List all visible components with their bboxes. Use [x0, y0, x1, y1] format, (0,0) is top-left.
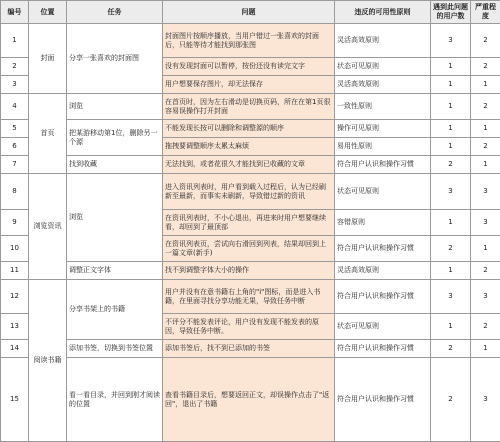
header-task: 任务: [67, 1, 163, 24]
row-number: 5: [1, 120, 29, 138]
row-number: 14: [1, 340, 29, 358]
principle-cell: 灵活高效原则: [335, 76, 431, 94]
principle-cell: 操作可见原则: [335, 120, 431, 138]
table-row: [1, 156, 500, 174]
table-row: [1, 174, 500, 210]
problem-cell: 添加书签后，找不到已添加的书签: [163, 340, 335, 358]
header-severity: 严重程度: [471, 1, 500, 24]
row-number: 11: [1, 262, 29, 280]
user-count-cell: 2: [431, 156, 471, 174]
problem-cell: 用户想要保存图片，却无法保存: [163, 76, 335, 94]
user-count-cell: 3: [431, 280, 471, 314]
table-row: [1, 358, 500, 442]
row-number: 9: [1, 210, 29, 236]
principle-cell: 容错原则: [335, 210, 431, 236]
table-row: [1, 94, 500, 120]
problem-cell: 用户并没有在意书籍右上角的"i"图标，而是进入书籍，在里面寻找分享功能无果，导致任务中断: [163, 280, 335, 314]
row-number: 1: [1, 24, 29, 58]
severity-cell: 3: [471, 358, 500, 442]
principle-cell: 符合用户认识和操作习惯: [335, 236, 431, 262]
user-count-cell: 2: [431, 340, 471, 358]
principle-cell: 符合用户认识和操作习惯: [335, 340, 431, 358]
principle-cell: 灵活高效原则: [335, 24, 431, 58]
problem-cell: 进入资讯列表时，用户看到载入过程后，认为已经刷新至最新，而事实未刷新，导致错过新的资讯: [163, 174, 335, 210]
task-cell: 分享一张喜欢的封面图: [67, 24, 163, 94]
problem-cell: 找不到调整字体大小的操作: [163, 262, 335, 280]
row-number: 15: [1, 358, 29, 442]
user-count-cell: 2: [431, 358, 471, 442]
task-cell: 分享书架上的书籍: [67, 280, 163, 340]
problem-cell: 在资讯列表页，尝试向右滑回到列表，结果却回到上一篇文章(新手): [163, 236, 335, 262]
problem-cell: 在首页时，因为左右滑动是切换页码，所在在第1页很容易误操作打开封面: [163, 94, 335, 120]
severity-cell: 3: [471, 280, 500, 314]
problem-cell: 不能发现长按可以删除和调整源的顺序: [163, 120, 335, 138]
header-principle: 违反的可用性原则: [335, 1, 431, 24]
location-cell: 封面: [29, 24, 67, 94]
principle-cell: 符合用户认识和操作习惯: [335, 358, 431, 442]
principle-cell: 灵活高效原则: [335, 262, 431, 280]
location-cell: 浏览资讯: [29, 174, 67, 280]
user-count-cell: 1: [431, 94, 471, 120]
user-count-cell: 1: [431, 76, 471, 94]
task-cell: 把某游移动第1位，删除另一个源: [67, 120, 163, 156]
user-count-cell: 1: [431, 210, 471, 236]
principle-cell: 状态可见原则: [335, 58, 431, 76]
user-count-cell: 3: [431, 24, 471, 58]
problem-cell: 在资讯列表时，不小心退出，再进来时用户想要继续看，却回到了最顶部: [163, 210, 335, 236]
row-number: 8: [1, 174, 29, 210]
location-cell: 阅读书籍: [29, 280, 67, 442]
location-cell: 首页: [29, 94, 67, 174]
table-row: [1, 120, 500, 138]
row-number: 13: [1, 314, 29, 340]
task-cell: 添加书签，切换到书签位置: [67, 340, 163, 358]
severity-cell: 2: [471, 314, 500, 340]
row-number: 4: [1, 94, 29, 120]
table-row: [1, 262, 500, 280]
header-user-count: 遇到此问题的用户数: [431, 1, 471, 24]
severity-cell: 2: [471, 138, 500, 156]
problem-cell: 无法找到，或者花很久才能找到已收藏的文章: [163, 156, 335, 174]
severity-cell: 2: [471, 24, 500, 58]
row-number: 10: [1, 236, 29, 262]
severity-cell: 2: [471, 262, 500, 280]
severity-cell: 1: [471, 120, 500, 138]
severity-cell: 2: [471, 94, 500, 120]
task-cell: 调整正文字体: [67, 262, 163, 280]
row-number: 6: [1, 138, 29, 156]
user-count-cell: 1: [431, 314, 471, 340]
task-cell: 看一看目录，并回到刚才阅读的位置: [67, 358, 163, 442]
principle-cell: 状态可见原则: [335, 314, 431, 340]
user-count-cell: 1: [431, 58, 471, 76]
principle-cell: 符合用户认识和操作习惯: [335, 156, 431, 174]
row-number: 2: [1, 58, 29, 76]
header-location: 位置: [29, 1, 67, 24]
severity-cell: 1: [471, 340, 500, 358]
user-count-cell: 3: [431, 174, 471, 210]
row-number: 7: [1, 156, 29, 174]
principle-cell: 状态可见原则: [335, 174, 431, 210]
problem-cell: 封面图片按顺序播放，当用户错过一张喜欢的封面后，只能等待才能找到那张图: [163, 24, 335, 58]
severity-cell: 1: [471, 156, 500, 174]
problem-cell: 不评分不能发表评论，用户没有发现不能发表的原因，导致任务中断。: [163, 314, 335, 340]
severity-cell: 1: [471, 76, 500, 94]
problem-cell: 查看书籍目录后，想要返回正文，却误操作点击了"返回"，退出了书籍: [163, 358, 335, 442]
problem-cell: 没有发现封面可以暂停，按份还没有读完文字: [163, 58, 335, 76]
principle-cell: 一致性原则: [335, 94, 431, 120]
user-count-cell: 1: [431, 262, 471, 280]
header-num: 编号: [1, 1, 29, 24]
problem-cell: 拖拽要调整顺序太累太麻烦: [163, 138, 335, 156]
principle-cell: 符合用户认识和操作习惯: [335, 280, 431, 314]
table-row: [1, 280, 500, 314]
principle-cell: 易用性原则: [335, 138, 431, 156]
severity-cell: 1: [471, 236, 500, 262]
table-row: [1, 24, 500, 58]
task-cell: 找到收藏: [67, 156, 163, 174]
severity-cell: 3: [471, 210, 500, 236]
severity-cell: 2: [471, 58, 500, 76]
task-cell: 浏览: [67, 174, 163, 262]
header-problem: 问题: [163, 1, 335, 24]
user-count-cell: 1: [431, 138, 471, 156]
row-number: 3: [1, 76, 29, 94]
user-count-cell: 1: [431, 120, 471, 138]
severity-cell: 3: [471, 174, 500, 210]
header-row: [1, 1, 500, 24]
task-cell: 浏览: [67, 94, 163, 120]
row-number: 12: [1, 280, 29, 314]
user-count-cell: 2: [431, 236, 471, 262]
table-row: [1, 340, 500, 358]
